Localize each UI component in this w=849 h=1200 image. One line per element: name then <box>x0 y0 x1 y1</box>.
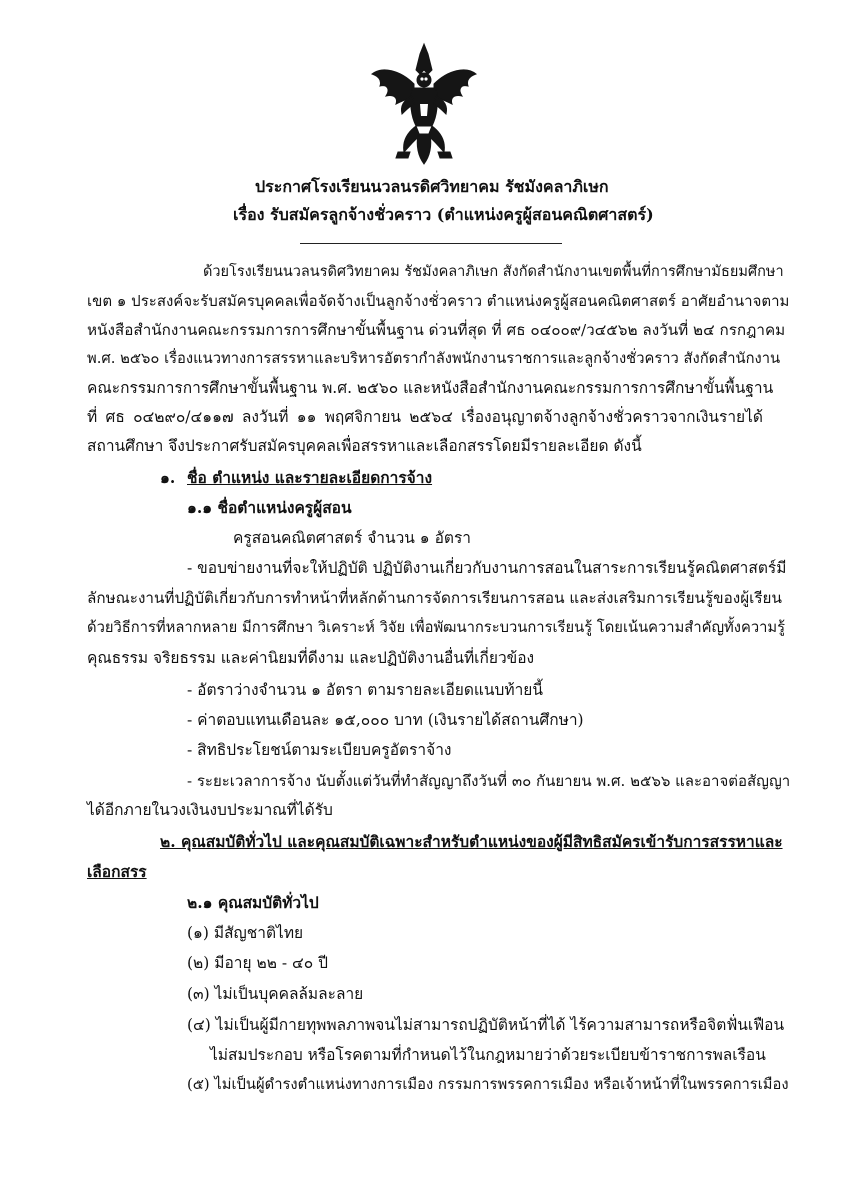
qualification-4: (๔) ไม่เป็นผู้มีกายทุพพลภาพจนไม่สามารถปฏิบัติหน้าที่ได้ ไร้ความสามารถหรือจิตฟั่นเฟือน <box>187 1016 785 1034</box>
title-divider <box>300 243 562 244</box>
announcement-title: ประกาศโรงเรียนนวลนรดิศวิทยาคม รัชมังคลาภิเษก <box>255 177 609 196</box>
scope-line-1: - ขอบข่ายงานที่จะให้ปฏิบัติ ปฏิบัติงานเกี่ยวกับงานการสอนในสาระการเรียนรู้คณิตศาสตร์มี <box>187 559 787 577</box>
qualification-1: (๑) มีสัญชาติไทย <box>187 924 304 942</box>
bullet-vacancy: - อัตราว่างจำนวน ๑ อัตรา ตามรายละเอียดแนบท้ายนี้ <box>187 681 543 699</box>
bullet-salary: - ค่าตอบแทนเดือนละ ๑๕,๐๐๐ บาท (เงินรายได้สถานศึกษา) <box>187 711 584 729</box>
intro-line-1: ด้วยโรงเรียนนวลนรดิศวิทยาคม รัชมังคลาภิเษก สังกัดสำนักงานเขตพื้นที่การศึกษามัธยมศึกษา <box>203 264 784 280</box>
intro-line-7: สถานศึกษา จึงประกาศรับสมัครบุคคลเพื่อสรรหาและเลือกสรรโดยมีรายละเอียด ดังนี้ <box>87 437 642 455</box>
announcement-subject: เรื่อง รับสมัครลูกจ้างชั่วคราว (ตำแหน่งครูผู้สอนคณิตศาสตร์) <box>233 205 654 224</box>
bullet-benefits: - สิทธิประโยชน์ตามระเบียบครูอัตราจ้าง <box>187 741 452 759</box>
intro-line-6: ที่ ศธ ๐๔๒๙๐/๔๑๑๗ ลงวันที่ ๑๑ พฤศจิกายน ๒๕๖๔ เรื่องอนุญาตจ้างลูกจ้างชั่วคราวจากเงินรายได้ <box>87 408 763 426</box>
qualification-4-cont: ไม่สมประกอบ หรือโรคตามที่กำหนดไว้ในกฎหมายว่าด้วยระเบียบข้าราชการพลเรือน <box>210 1046 766 1064</box>
scope-line-2: ลักษณะงานที่ปฏิบัติเกี่ยวกับการทำหน้าที่หลักด้านการจัดการเรียนการสอน และส่งเสริมการเรียนรู้ของผู้เรียน <box>87 589 782 607</box>
bullet-duration: - ระยะเวลาการจ้าง นับตั้งแต่วันที่ทำสัญญาถึงวันที่ ๓๐ กันยายน พ.ศ. ๒๕๖๖ และอาจต่อสัญญา <box>187 772 791 790</box>
section1-1-heading: ๑.๑ ชื่อตำแหน่งครูผู้สอน <box>187 498 352 517</box>
section2-heading: ๒. คุณสมบัติทั่วไป และคุณสมบัติเฉพาะสำหรับตำแหน่งของผู้มีสิทธิสมัครเข้ารับการสรรหาและ <box>160 832 783 851</box>
section1-heading: ชื่อ ตำแหน่ง และรายละเอียดการจ้าง <box>187 468 433 487</box>
scope-line-3: ด้วยวิธีการที่หลากหลาย มีการศึกษา วิเคราะห์ วิจัย เพื่อพัฒนากระบวนการเรียนรู้ โดยเน้นความสำคัญทั้งความรู้ <box>87 619 786 636</box>
intro-line-3: หนังสือสำนักงานคณะกรรมการการศึกษาขั้นพื้นฐาน ด่วนที่สุด ที่ ศธ ๐๔๐๐๙/ว๔๕๖๒ ลงวันที่ ๒๔ กรกฎาคม <box>87 321 786 339</box>
qualification-5: (๕) ไม่เป็นผู้ดำรงตำแหน่งทางการเมือง กรรมการพรรคการเมือง หรือเจ้าหน้าที่ในพรรคการเมือง <box>187 1076 789 1093</box>
intro-line-5: คณะกรรมการการศึกษาขั้นพื้นฐาน พ.ศ. ๒๕๖๐ และหนังสือสำนักงานคณะกรรมการการศึกษาขั้นพื้นฐาน <box>87 379 774 397</box>
intro-line-4: พ.ศ. ๒๕๖๐ เรื่องแนวทางการสรรหาและบริหารอัตรากำลังพนักงานราชการและลูกจ้างชั่วคราว สังกัดสำนักงาน <box>87 350 781 367</box>
bullet-duration-cont: ได้อีกภายในวงเงินงบประมาณที่ได้รับ <box>87 801 333 819</box>
position-line: ครูสอนคณิตศาสตร์ จำนวน ๑ อัตรา <box>233 529 471 547</box>
scope-line-4: คุณธรรม จริยธรรม และค่านิยมที่ดีงาม และปฏิบัติงานอื่นที่เกี่ยวข้อง <box>87 649 535 667</box>
section2-heading-cont: เลือกสรร <box>87 862 147 881</box>
qualification-3: (๓) ไม่เป็นบุคคลล้มละลาย <box>187 985 364 1003</box>
section2-1-heading: ๒.๑ คุณสมบัติทั่วไป <box>187 893 319 912</box>
intro-line-2: เขต ๑ ประสงค์จะรับสมัครบุคคลเพื่อจัดจ้างเป็นลูกจ้างชั่วคราว ตำแหน่งครูผู้สอนคณิตศาสตร์ อาศัยอำนาจตาม <box>87 292 790 310</box>
section1-number: ๑. <box>160 468 176 487</box>
garuda-emblem-icon <box>360 40 488 168</box>
qualification-2: (๒) มีอายุ ๒๒ - ๔๐ ปี <box>187 954 328 972</box>
